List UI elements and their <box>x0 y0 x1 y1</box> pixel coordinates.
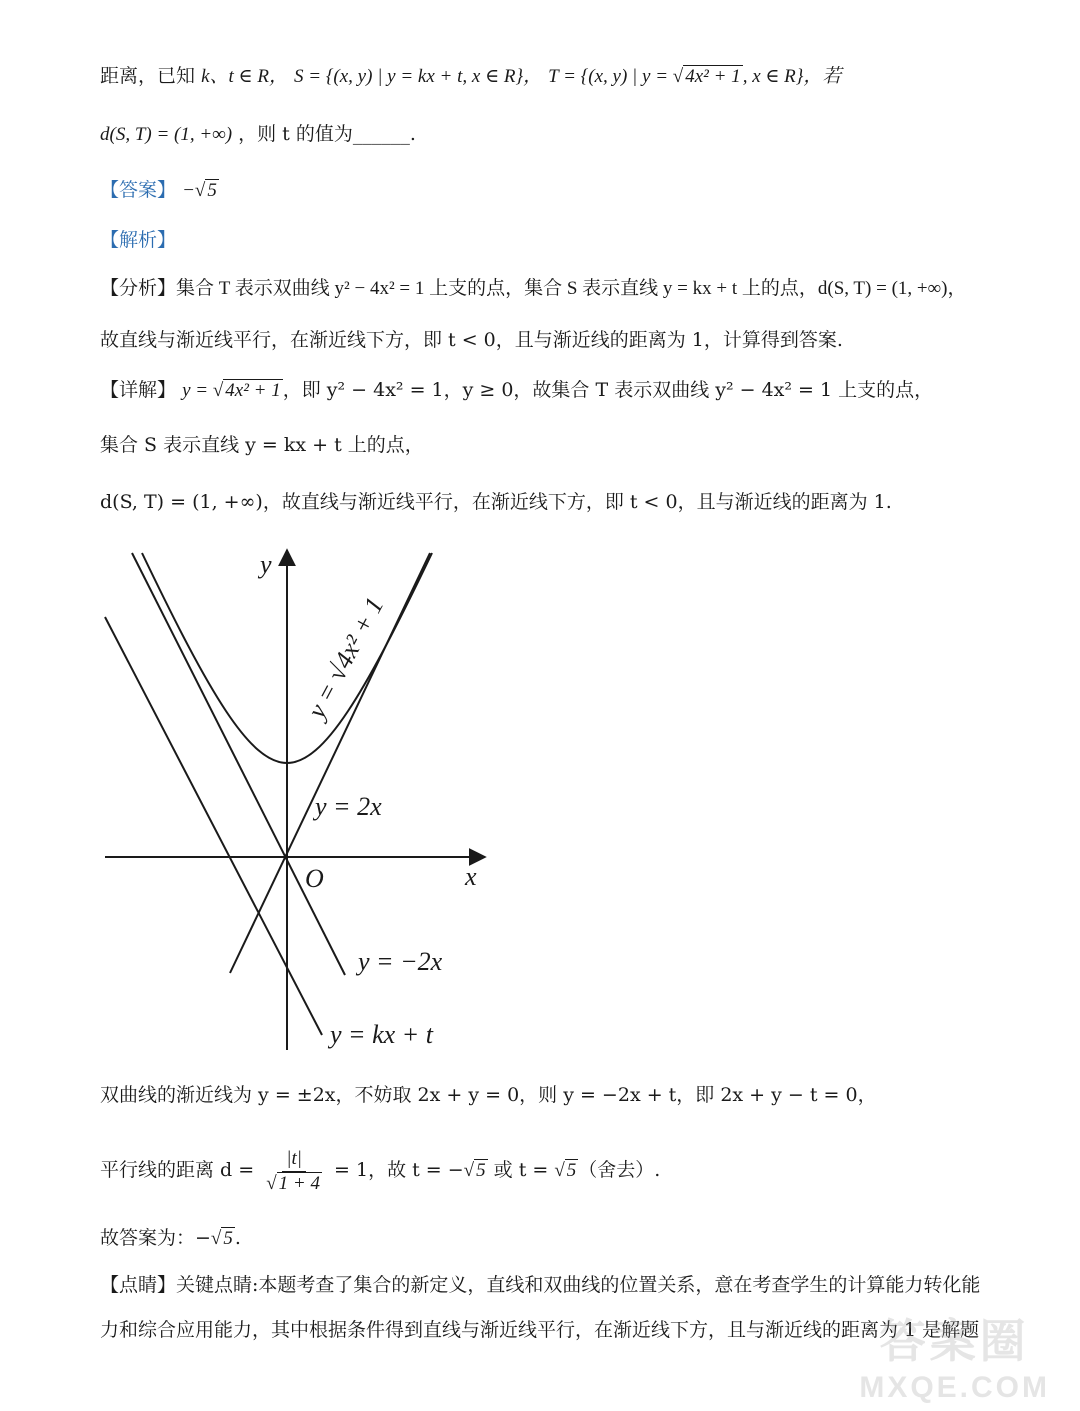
answer-radicand: 5 <box>207 180 217 201</box>
set-s: S = {(x, y) | y = kx + t, x ∈ R}， <box>294 66 543 87</box>
xiangjie-line: 【详解】 y = √ 4x² + 1 ，即 y² − 4x² = 1，y ≥ 0，故集合 T 表示双曲线 y² − 4x² = 1 上支的点， <box>100 379 934 401</box>
d-desc: d(S, T) = (1, +∞)，故直线与渐近线平行，在渐近线下方，即 t < 0，且与渐近线的距离为 1. <box>100 491 892 513</box>
line-kx-t <box>105 617 322 1035</box>
label-x: x <box>465 862 477 891</box>
asymptote-negative <box>132 553 345 975</box>
xiangjie-tag: 【详解】 <box>100 379 177 401</box>
label-curve: y = √4x² + 1 <box>301 592 390 723</box>
watermark-text-1: 答案圈 <box>879 1315 1030 1367</box>
text-1a: 距离，已知 <box>100 65 196 87</box>
label-asym-neg: y = −2x <box>358 947 443 976</box>
s-desc: 集合 S 表示直线 y = kx + t 上的点， <box>100 434 424 456</box>
label-asym-pos: y = 2x <box>315 792 382 821</box>
comment-text-2: 力和综合应用能力，其中根据条件得到直线与渐近线平行，在渐近线下方，且与渐近线的距离为 1 是解题 <box>100 1319 980 1341</box>
xiangjie-rest: ，即 y² − 4x² = 1，y ≥ 0，故集合 T 表示双曲线 y² − 4x² = 1 上支的点， <box>282 379 934 401</box>
comment-text-1: 关键点睛:本题考查了集合的新定义，直线和双曲线的位置关系，意在考查学生的计算能力转化能 <box>176 1274 981 1296</box>
line-d-desc <box>100 482 892 522</box>
line-2 <box>100 114 416 155</box>
watermark-text-2: MXQE.COM <box>859 1371 1050 1404</box>
answer-tag: 【答案】 <box>100 179 177 201</box>
asymptote-text: 双曲线的渐近线为 y = ±2x，不妨取 2x + y = 0，则 y = −2x + t，即 2x + y − t = 0， <box>100 1084 877 1106</box>
question-text: ，则 t 的值为______. <box>238 123 416 145</box>
set-t-suffix: , x ∈ R}，若 <box>742 66 842 87</box>
label-origin: O <box>305 864 324 893</box>
xiangjie-eq: y = <box>182 380 213 401</box>
final-answer-radicand: 5 <box>223 1228 233 1249</box>
line-s-desc <box>100 425 424 465</box>
line-1: 距离，已知 k、t ∈ R， S = {(x, y) | y = kx + t, x ∈ R}， T = {(x, y) | y = √ 4x² + 1 , x ∈ R}，若 <box>100 65 842 87</box>
comment-tag: 【点睛】 <box>100 1274 177 1296</box>
comment-line-1 <box>100 1265 980 1305</box>
result-radicand-1: 5 <box>476 1160 486 1181</box>
distance-condition: d(S, T) = (1, +∞) <box>100 124 233 145</box>
final-answer-period: . <box>234 1227 241 1249</box>
analysis-heading <box>100 220 176 260</box>
fenxi-line <box>100 268 967 309</box>
final-answer-prefix: 故答案为：− <box>100 1227 211 1249</box>
text-1b: k、t ∈ R， <box>201 66 288 87</box>
xiangjie-radicand: 4x² + 1 <box>225 380 281 401</box>
distance-prefix: 平行线的距离 d = <box>100 1159 261 1181</box>
set-t-radicand: 4x² + 1 <box>685 66 741 87</box>
result-radicand-2: 5 <box>566 1160 577 1181</box>
distance-fraction: $\frac{|t|}{√ 1 + 4}$ <box>266 1147 320 1194</box>
analysis-tag: 【解析】 <box>100 229 177 251</box>
fenxi-line-2 <box>100 320 843 360</box>
distance-result-a: = 1，故 t = − <box>334 1159 464 1181</box>
fenxi-tag: 【分析】 <box>100 277 177 299</box>
fraction-denominator: 1 + 4 <box>278 1172 320 1194</box>
distance-line: 平行线的距离 d = $\frac{|t|}{√ 1 + 4}$ = 1，故 t = −√ 5 或 t = √ 5 （舍去）. <box>100 1147 661 1194</box>
distance-discard: （舍去）. <box>578 1159 661 1181</box>
final-answer-line: 故答案为：−√ 5 . <box>100 1227 241 1249</box>
distance-result-or: 或 t = <box>487 1159 555 1181</box>
answer-line: 【答案】 −√ 5 <box>100 179 217 201</box>
watermark-logo <box>859 1305 1050 1405</box>
fenxi-text-2: 故直线与渐近线平行，在渐近线下方，即 t < 0，且与渐近线的距离为 1，计算得到答案. <box>100 329 843 351</box>
asymptote-line <box>100 1075 877 1115</box>
label-y: y <box>260 550 272 579</box>
set-t-prefix: T = {(x, y) | y = <box>548 66 673 87</box>
hyperbola-graph <box>100 545 500 1060</box>
label-line: y = kx + t <box>330 1020 433 1049</box>
fraction-numerator: |t| <box>282 1147 306 1172</box>
comment-line-2 <box>100 1310 979 1350</box>
answer-sign: − <box>182 180 195 201</box>
fenxi-text: 集合 T 表示双曲线 y² − 4x² = 1 上支的点，集合 S 表示直线 y = kx + t 上的点，d(S, T) = (1, +∞)， <box>176 278 967 299</box>
